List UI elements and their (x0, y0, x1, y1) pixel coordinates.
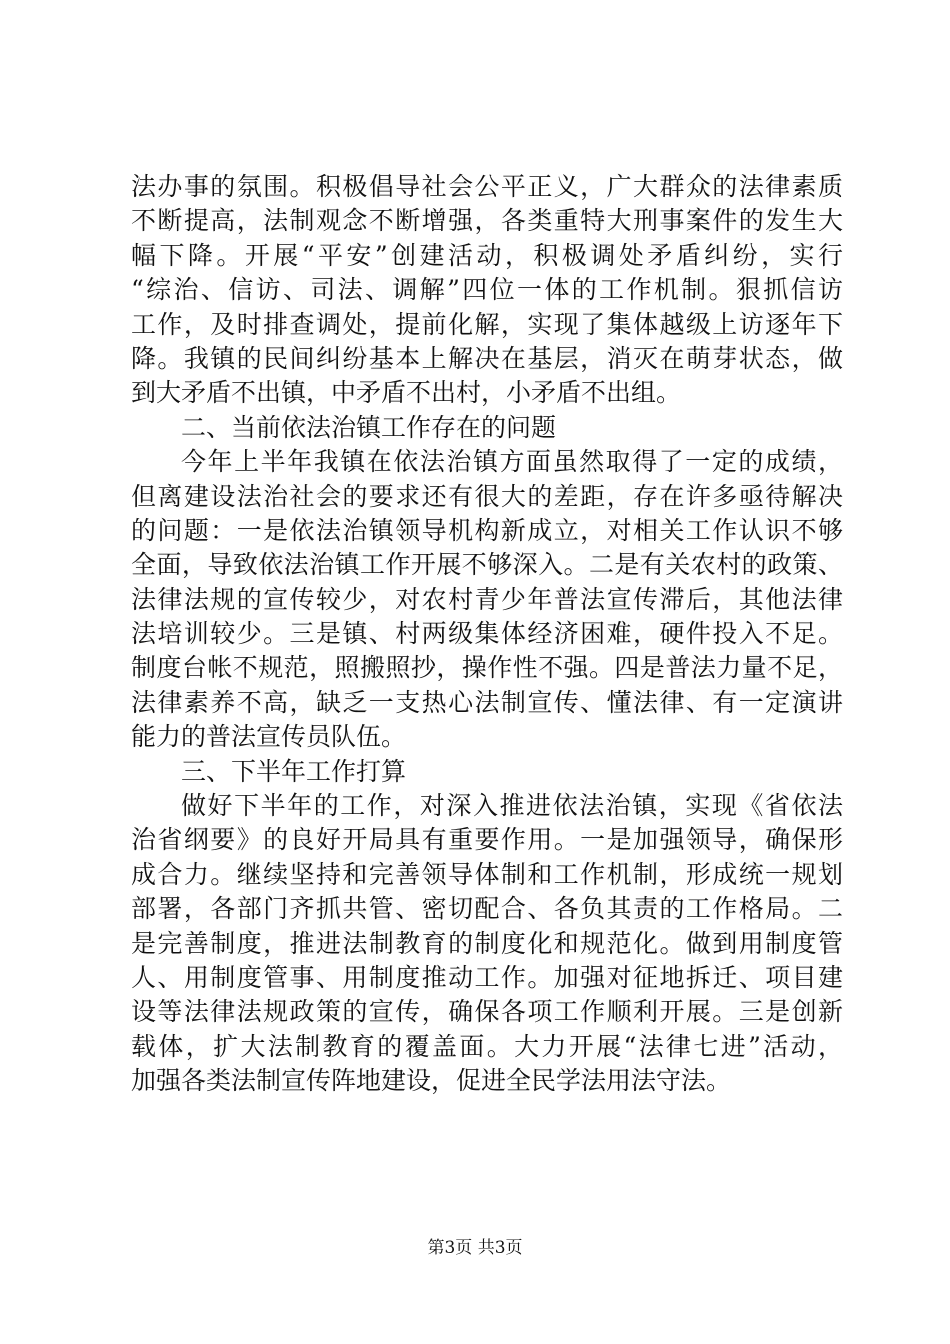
text-line: 不断提高，法制观念不断增强，各类重特大刑事案件的发生大 (131, 206, 843, 236)
text-line: 到大矛盾不出镇，中矛盾不出村，小矛盾不出组。 (131, 378, 682, 408)
section-heading (131, 755, 843, 789)
paragraph (131, 789, 843, 1099)
text-line: 今年上半年我镇在依法治镇方面虽然取得了一定的成绩， (181, 447, 843, 477)
text-line: 能力的普法宣传员队伍。 (131, 722, 407, 752)
text-line: 设等法律法规政策的宣传，确保各项工作顺利开展。三是创新 (131, 997, 843, 1027)
text-line: 降。我镇的民间纠纷基本上解决在基层，消灭在萌芽状态，做 (131, 343, 843, 373)
text-line: 三、下半年工作打算 (181, 756, 407, 786)
text-line: 法培训较少。三是镇、村两级集体经济困难，硬件投入不足。 (131, 619, 843, 649)
paragraph (131, 170, 843, 411)
text-line: “综治、信访、司法、调解”四位一体的工作机制。狠抓信访 (131, 275, 843, 305)
text-line: 治省纲要》的良好开局具有重要作用。一是加强领导，确保形 (131, 825, 843, 855)
text-line: 法办事的氛围。积极倡导社会公平正义，广大群众的法律素质 (131, 172, 843, 201)
text-line: 幅下降。开展“平安”创建活动，积极调处矛盾纠纷，实行 (131, 240, 843, 270)
section-heading (131, 411, 843, 445)
text-line: 加强各类法制宣传阵地建设，促进全民学法用法守法。 (131, 1066, 732, 1096)
text-line: 载体，扩大法制教育的覆盖面。大力开展“法律七进”活动， (131, 1031, 843, 1061)
text-line: 做好下半年的工作，对深入推进依法治镇，实现《省依法 (181, 791, 843, 821)
page-number: 第3页 共3页 (427, 1238, 523, 1258)
text-line: 全面，导致依法治镇工作开展不够深入。二是有关农村的政策、 (131, 550, 843, 580)
text-line: 制度台帐不规范，照搬照抄，操作性不强。四是普法力量不足， (131, 653, 843, 683)
text-line: 是完善制度，推进法制教育的制度化和规范化。做到用制度管 (131, 928, 843, 958)
text-line: 法律素养不高，缺乏一支热心法制宣传、懂法律、有一定演讲 (131, 687, 843, 717)
text-line: 的问题：一是依法治镇领导机构新成立，对相关工作认识不够 (131, 515, 843, 545)
text-line: 法律法规的宣传较少，对农村青少年普法宣传滞后，其他法律 (131, 584, 843, 614)
text-line: 部署，各部门齐抓共管、密切配合、各负其责的工作格局。二 (131, 894, 843, 924)
text-line: 二、当前依法治镇工作存在的问题 (181, 412, 557, 442)
document-body (131, 170, 843, 1099)
page-footer (0, 1238, 950, 1258)
text-line: 成合力。继续坚持和完善领导体制和工作机制，形成统一规划 (131, 859, 843, 889)
text-line: 但离建设法治社会的要求还有很大的差距，存在许多亟待解决 (131, 481, 843, 511)
paragraph (131, 445, 843, 755)
text-line: 工作，及时排查调处，提前化解，实现了集体越级上访逐年下 (131, 309, 843, 339)
text-line: 人、用制度管事、用制度推动工作。加强对征地拆迁、项目建 (131, 962, 843, 992)
